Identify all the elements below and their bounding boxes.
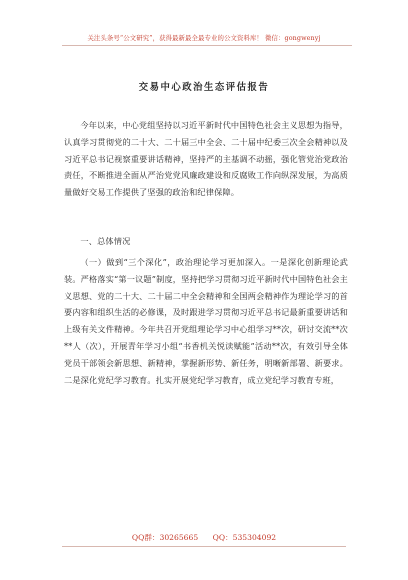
header-divider [62, 45, 352, 46]
subsection1-text: （一）做到“三个深化”，政治理论学习更加深入。一是深化创新理论武装。严格落实“第一议题”制度，坚持把学习贯彻习近平新时代中国特色社会主义思想、党的二十大、二十届二中全会精神和全国两会精神作为理论学习的首要内容和组织生活的必修课，及时跟进学习贯彻习近平总书记最新重要讲话和上级有关文件精神。今年共召开党组理论学习中心组学习**次，研讨交流**次**人（次），开展青年学习小组“书香机关悦读赋能”活动**次，有效引导全体党员干部领会新思想、新精神，掌握新形势、新任务，明晰新部署、新要求。二是深化党纪学习教育。扎实开展党纪学习教育，成立党纪学习教育专班， [64, 257, 348, 385]
footer-contacts [0, 532, 408, 543]
footer-qq: QQ：535304092 [212, 533, 277, 542]
footer-qq-group: QQ群：30265665 [131, 533, 199, 542]
header-notice: 关注头条号“公文研究”，获得最新最全最专业的公文资料库！ 微信：gongwenyj [87, 34, 321, 42]
section-heading [64, 233, 348, 250]
footer-divider [62, 546, 346, 547]
subsection-paragraph [64, 254, 348, 388]
section1-heading: 一、总体情况 [80, 236, 131, 246]
intro-paragraph [64, 117, 348, 201]
intro-text: 今年以来，中心党组坚持以习近平新时代中国特色社会主义思想为指导，认真学习贯彻党的二十大、二十届三中全会、二十届中纪委三次全会精神以及习近平总书记视察重要讲话精神，坚持严的主基调不动摇，强化管党治党政治责任，不断推进全面从严治党党风廉政建设和反腐败工作向纵深发展，为高质量做好交易工作提供了坚强的政治和纪律保障。 [64, 120, 348, 198]
document-title: 交易中心政治生态评估报告 [138, 82, 270, 93]
